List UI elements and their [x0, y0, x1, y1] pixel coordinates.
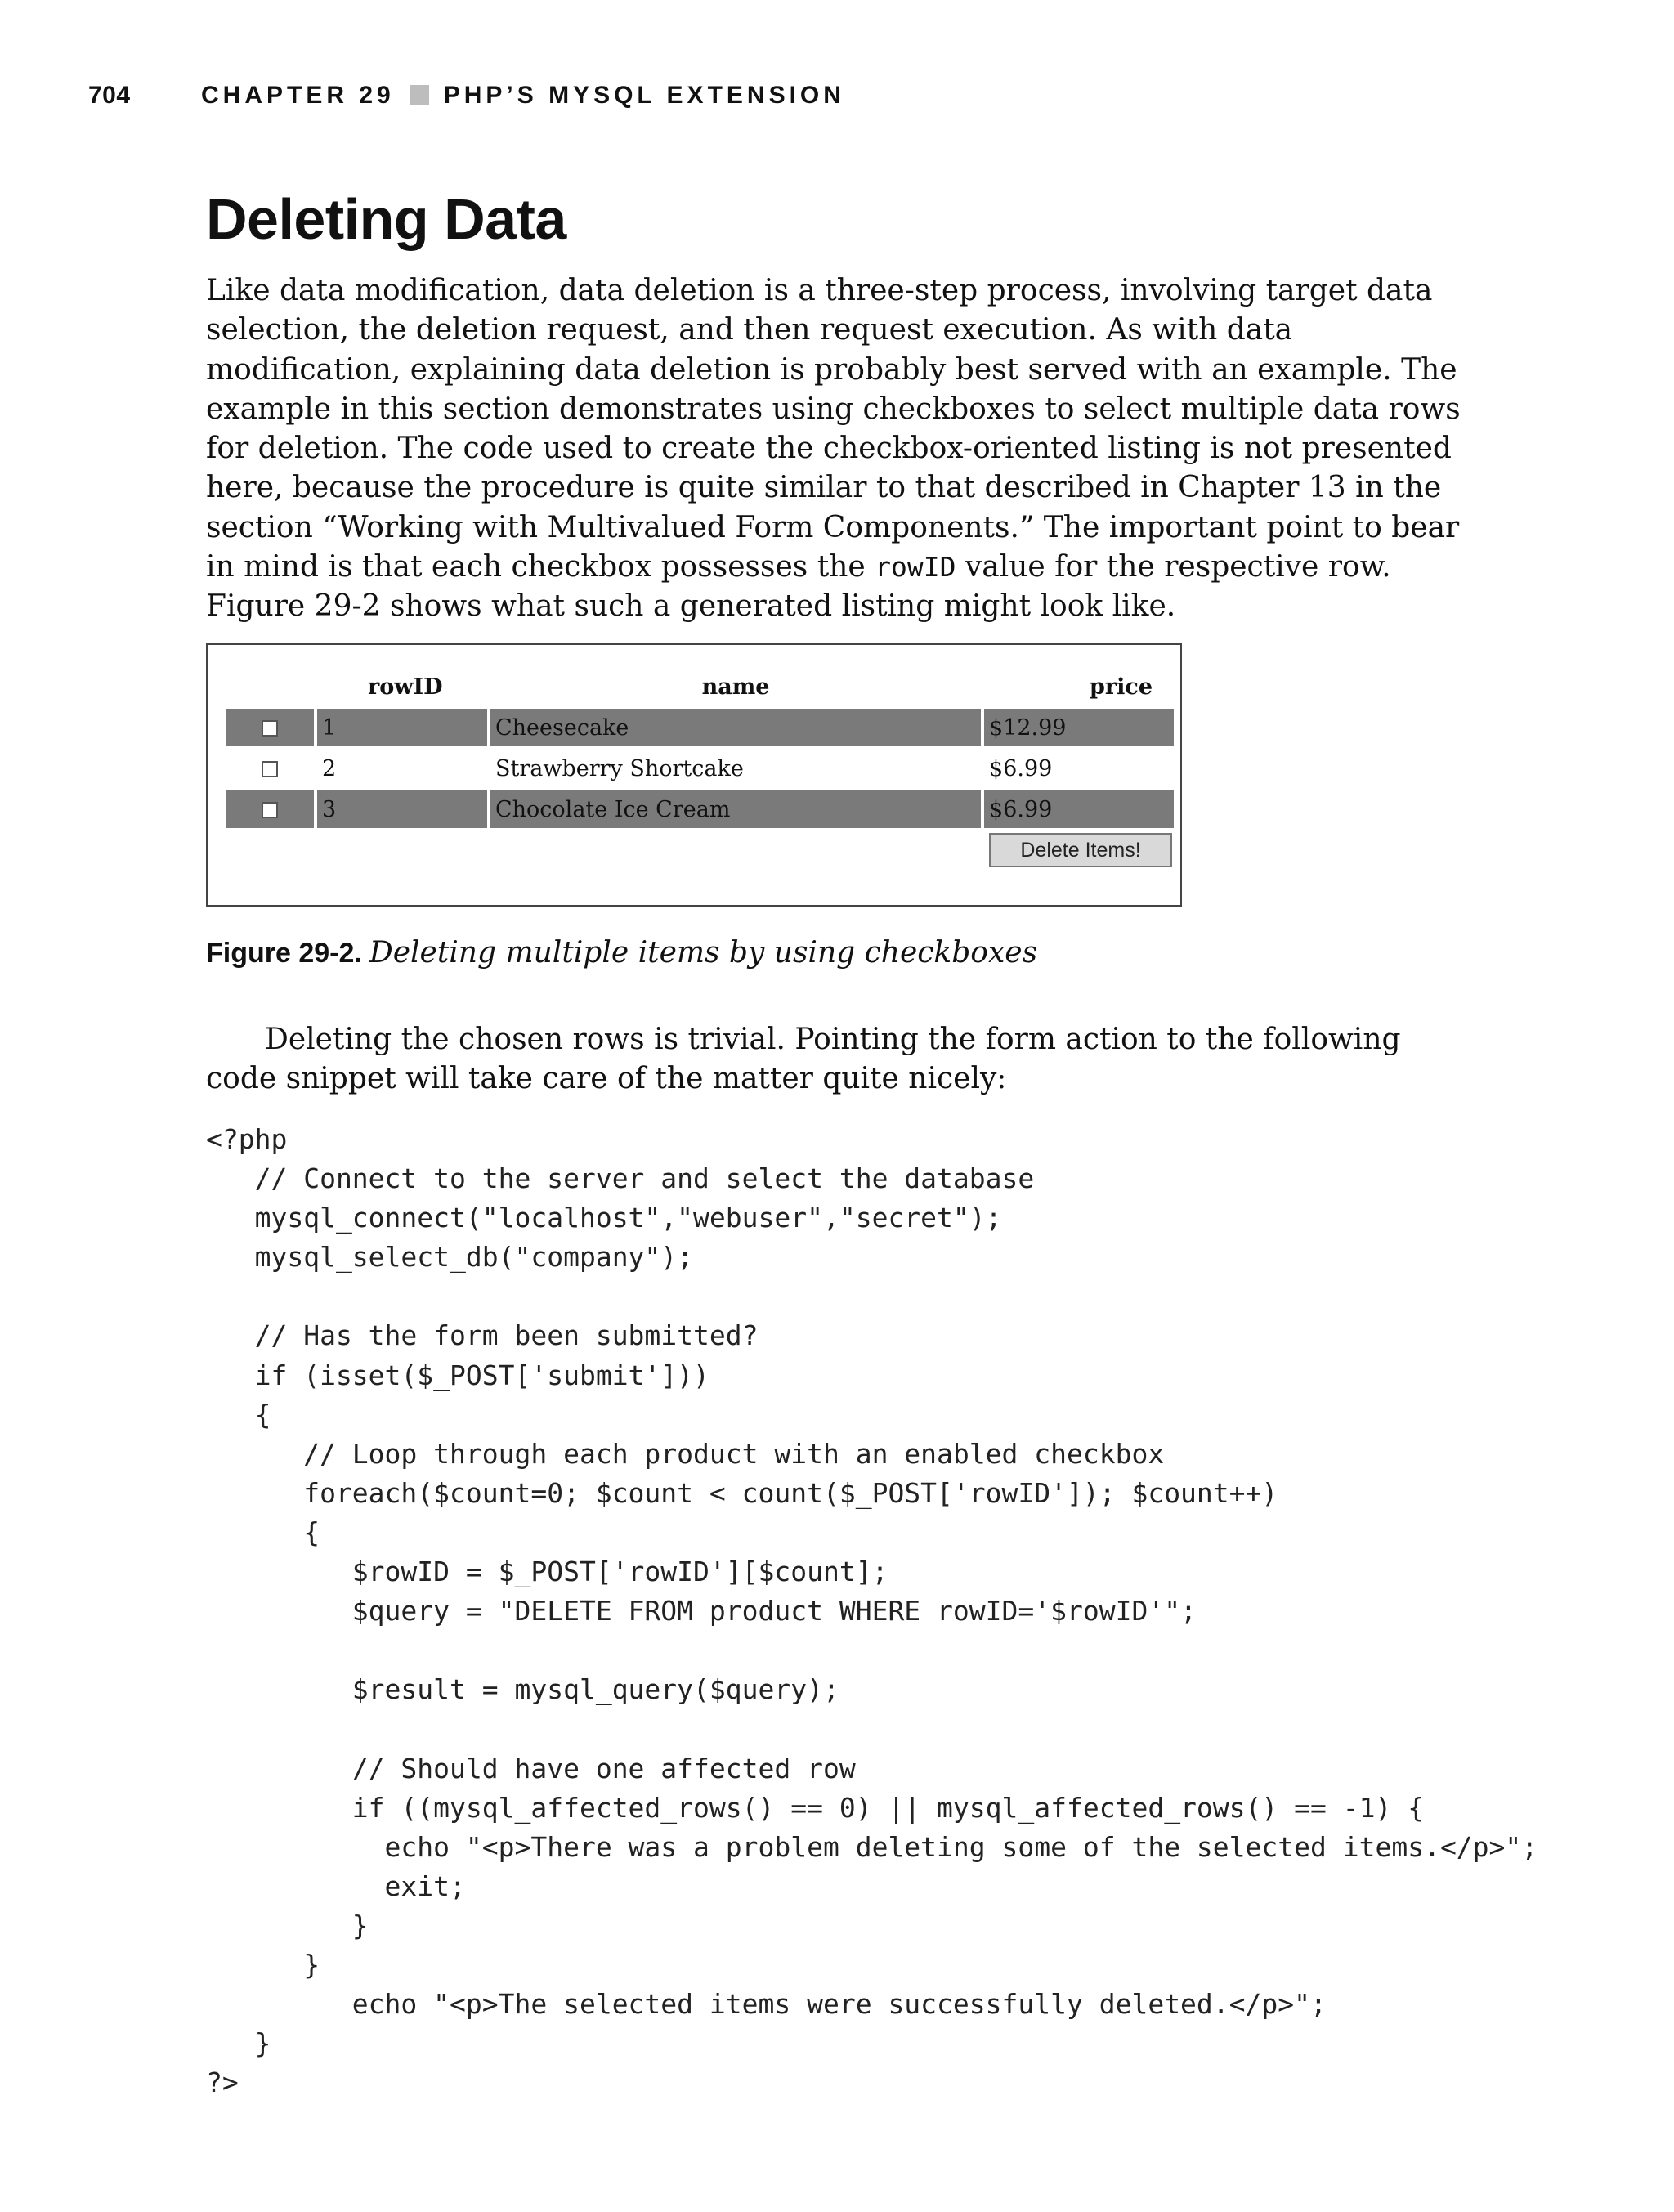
caption-label: Figure 29-2.	[206, 938, 362, 969]
chapter-section: PHP’S MYSQL EXTENSION	[443, 82, 845, 109]
cell-name: Chocolate Ice Cream	[490, 790, 981, 828]
product-table	[222, 665, 1177, 872]
row-checkbox-cell	[226, 709, 314, 746]
cell-rowid: 2	[322, 755, 337, 781]
row-checkbox-cell	[226, 750, 314, 787]
row-checkbox-cell	[226, 790, 314, 828]
chapter-label: CHAPTER 29	[201, 82, 395, 109]
cell-rowid: 3	[317, 790, 487, 828]
separator-square-icon	[410, 85, 429, 105]
button-row	[226, 831, 1174, 869]
section-heading: Deleting Data	[206, 187, 566, 251]
table-header-row	[226, 668, 1174, 705]
cell-name: Cheesecake	[490, 709, 981, 746]
intro-text-2: value for the respective row. Figure 29-2 shows what such a generated listing might look like.	[206, 550, 1391, 624]
header-checkbox-column	[226, 668, 314, 705]
cell-price: $6.99	[989, 755, 1053, 781]
figure-caption	[206, 935, 1037, 969]
inline-code-rowid: rowID	[875, 551, 956, 584]
cell-price: $6.99	[984, 790, 1174, 828]
intro-paragraph	[206, 271, 1465, 627]
chapter-title	[201, 82, 845, 110]
table-row	[226, 790, 1174, 828]
row-checkbox[interactable]	[262, 802, 278, 818]
delete-items-button[interactable]: Delete Items!	[989, 833, 1172, 867]
caption-text: Deleting multiple items by using checkboxes	[369, 936, 1038, 969]
running-header	[88, 82, 1560, 114]
row-checkbox[interactable]	[262, 720, 278, 737]
cell-price: $12.99	[984, 709, 1174, 746]
row-checkbox[interactable]	[262, 761, 278, 777]
table-row	[226, 709, 1174, 746]
table-row	[226, 750, 1174, 787]
cell-rowid: 1	[317, 709, 487, 746]
code-listing: <?php // Connect to the server and select the database mysql_connect("localhost","webuser","secret"); mysql_select_db("company"); // Has the form been submitted? if (isset($_POST['submit'])) { // Loop through each product with an enabled checkbox foreach($count=0; $count < count($_POST['rowID']); $count++) { $rowID = $_POST['rowID'][$count]; $query = "DELETE FROM product WHERE rowID='$rowID'"; $result = mysql_query($query); // Should have one affected row if ((mysql_affected_rows() == 0) || mysql_affected_rows() == -1) { echo "<p>There was a problem deleting some of the selected items.</p>"; exit; } } echo "<p>The selected items were successfully deleted.</p>"; } ?>	[206, 1123, 1538, 2099]
column-header-price: price	[1090, 674, 1153, 700]
figure-deletion-form	[206, 643, 1182, 907]
cell-name: Strawberry Shortcake	[495, 755, 744, 781]
intro-text-1: Like data modification, data deletion is a three-step process, involving target data selection, the deletion request, and then request execution. As with data modification, explaining data deletion is probably best served with an example. The example in this section demonstrates using checkboxes to select multiple data rows for deletion. The code used to create the checkbox-oriented listing is not presented here, because the procedure is quite similar to that described in Chapter 13 in the section “Working with Multivalued Form Components.” The important point to bear in mind is that each checkbox possesses the	[206, 274, 1461, 584]
body-paragraph: Deleting the chosen rows is trivial. Pointing the form action to the following code snippet will take care of the matter quite nicely:	[206, 1023, 1401, 1096]
page-number: 704	[88, 82, 131, 109]
column-header-rowid: rowID	[368, 674, 443, 700]
column-header-name: name	[701, 674, 770, 700]
